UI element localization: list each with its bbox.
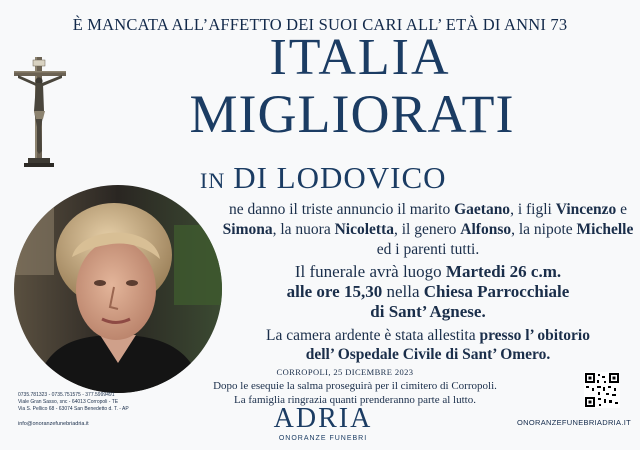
logo-subtitle: ONORANZE FUNEBRI <box>278 435 368 442</box>
married-surname: DI LODOVICO <box>233 160 447 195</box>
funeral-paragraph <box>222 262 634 322</box>
message-text: e <box>616 201 628 218</box>
address-line-2: Via S. Pellico 68 - 63074 San Benedetto d. T. - AP <box>18 406 129 412</box>
chapel-intro: La camera ardente è stata allestita <box>266 327 480 344</box>
website-link[interactable]: ONORANZEFUNEBRIADRIA.IT <box>517 418 631 427</box>
crucifix-icon <box>12 55 68 167</box>
funeral-time: alle ore 15,30 <box>286 282 383 301</box>
family-announcement <box>222 200 634 364</box>
daughter-name: Simona <box>222 221 273 238</box>
email-address: info@onoranzefunebriadria.it <box>18 421 89 427</box>
mourners-paragraph <box>222 200 634 260</box>
closing-line-2: La famiglia ringrazia quanti prenderanno parte al lutto. <box>234 394 476 406</box>
message-text: , i figli <box>510 201 552 218</box>
address-line-1: Viale Gran Sasso, snc - 64013 Corropoli - TE <box>18 399 119 405</box>
married-name-line <box>200 160 447 196</box>
deceased-first-name: ITALIA <box>269 29 451 86</box>
closing-line-1: Dopo le esequie la salma proseguirà per il cimitero di Corropoli. <box>213 380 497 392</box>
funeral-intro: Il funerale avrà luogo <box>294 262 446 281</box>
qr-code-icon <box>584 372 620 408</box>
funeral-church-name: di Sant’ Agnese. <box>370 302 486 321</box>
deceased-surname: MIGLIORATI <box>189 84 515 144</box>
son-in-law-name: Alfonso <box>460 221 512 238</box>
message-text: , la nipote <box>511 221 577 238</box>
logo-brand: ADRIA <box>273 403 373 434</box>
husband-name: Gaetano <box>454 201 511 218</box>
son-name: Vincenzo <box>555 201 617 218</box>
funeral-day: Martedi 26 c.m. <box>445 262 562 281</box>
in-label: IN <box>200 168 226 193</box>
place-date: CORROPOLI, 25 DICEMBRE 2023 <box>276 367 414 377</box>
message-intro: ne danno il triste annuncio il marito <box>228 201 455 218</box>
chapel-paragraph <box>222 326 634 364</box>
phone-numbers: 0735.781323 - 0735.751575 - 377.5999491 <box>18 392 115 398</box>
funeral-church: Chiesa Parrocchiale <box>423 282 570 301</box>
contact-info <box>18 392 129 413</box>
chapel-place: presso l’ obitorio <box>479 327 590 344</box>
daughter-in-law-name: Nicoletta <box>334 221 394 238</box>
company-logo <box>270 405 376 442</box>
message-text: , il genero <box>393 221 457 238</box>
deceased-portrait <box>14 185 222 393</box>
funeral-text: nella <box>382 282 424 301</box>
message-text: , la nuora <box>272 221 335 238</box>
chapel-hospital: dell’ Ospedale Civile di Sant’ Omero. <box>305 346 551 363</box>
granddaughter-name: Michelle <box>576 221 634 238</box>
announcement-line: È MANCATA ALL’AFFETTO DEI SUOI CARI ALL’ ETÀ DI ANNI 73 <box>72 15 568 34</box>
message-text: ed i parenti tutti. <box>376 241 480 258</box>
